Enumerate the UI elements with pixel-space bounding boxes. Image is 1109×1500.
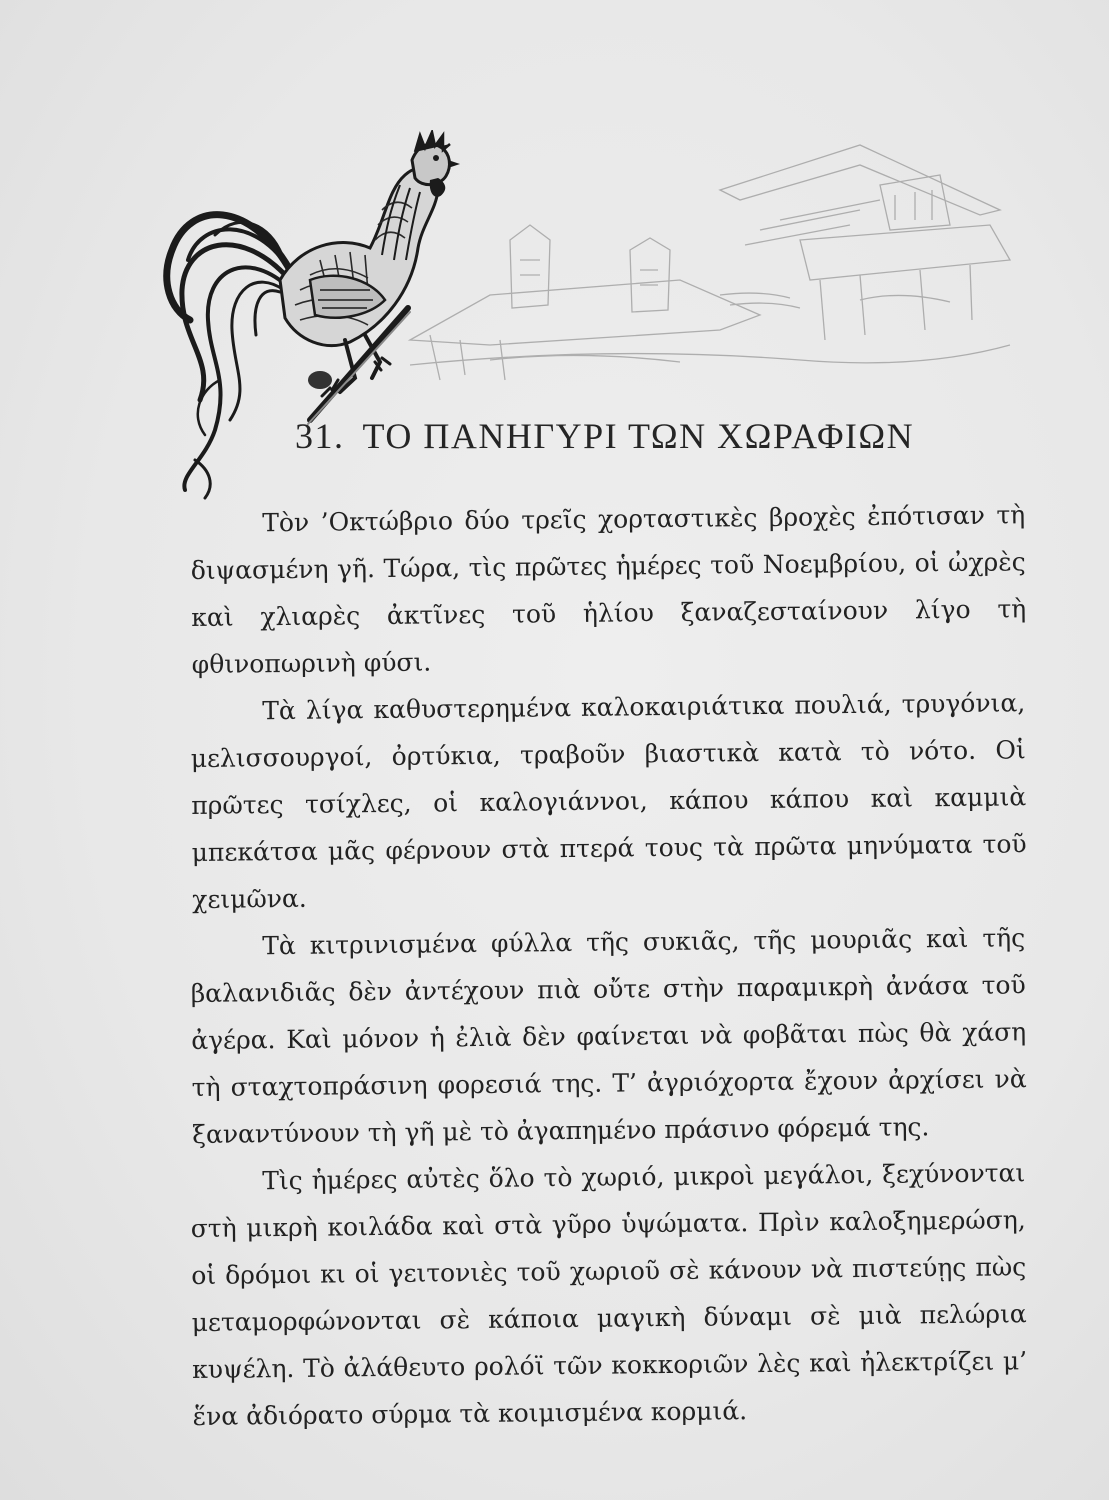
- chapter-heading: [295, 415, 914, 457]
- chapter-title: ΤΟ ΠΑΝΗΓΥΡΙ ΤΩΝ ΧΩΡΑΦΙΩΝ: [362, 416, 915, 456]
- paragraph: Τὶς ἡμέρες αὐτὲς ὅλο τὸ χωριό, μικροὶ μεγάλοι, ξεχύνονται στὴ μικρὴ κοιλάδα καὶ στὰ γῦρο ὑψώματα. Πρὶν καλοξημερώση, οἱ δρόμοι κι οἱ γειτονιὲς τοῦ χωριοῦ σὲ κάνουν νὰ πιστεύῃς πὼς μεταμορφώνονται σὲ κάποια μαγικὴ δύναμι σὲ μιὰ πελώρια κυψέλη. Τὸ ἀλάθευτο ρολόϊ τῶν κοκκοριῶν λὲς καὶ ἠλεκτρίζει μ’ ἕνα ἀδιόρατο σύρμα τὰ κοιμισμένα κορμιά.: [190, 1158, 1028, 1431]
- body-text: [190, 500, 1028, 1440]
- paragraph: Τὰ κιτρινισμένα φύλλα τῆς συκιᾶς, τῆς μουριᾶς καὶ τῆς βαλανιδιᾶς δὲν ἀντέχουν πιὰ οὔτε στὴν παραμικρὴ ἀνάσα τοῦ ἀγέρα. Καὶ μόνον ἡ ἐλιὰ δὲν φαίνεται νὰ φοβᾶται πὼς θὰ χάση τὴ σταχτοπράσινη φορεσιά της. Τ’ ἀγριόχορτα ἔχουν ἀρχίσει νὰ ξαναντύνουν τὴ γῆ μὲ τὸ ἀγαπημένο πράσινο φόρεμά της.: [190, 923, 1027, 1149]
- paragraph: Τὸν ’Οκτώβριο δύο τρεῖς χορταστικὲς βροχὲς ἐπότισαν τὴ διψασμένη γῆ. Τώρα, τὶς πρῶτες ἡμέρες τοῦ Νοεμβρίου, οἱ ὠχρὲς καὶ χλιαρὲς ἀκτῖνες τοῦ ἡλίου ξαναζεσταίνουν λίγο τὴ φθινοπωρινὴ φύσι.: [190, 500, 1027, 679]
- rooster-tail: [167, 215, 290, 498]
- chapter-number: 31.: [295, 416, 345, 456]
- paragraph: Τὰ λίγα καθυστερημένα καλοκαιριάτικα πουλιά, τρυγόνια, μελισσουργοί, ὀρτύκια, τραβοῦν βιαστικὰ κατὰ τὸ νότο. Οἱ πρῶτες τσίχλες, οἱ καλογιάννοι, κάπου κάπου καὶ καμμιὰ μπεκάτσα μᾶς φέρνουν στὰ πτερά τους τὰ πρῶτα μηνύματα τοῦ χειμῶνα.: [190, 688, 1027, 914]
- village-sketch: [410, 145, 1010, 380]
- rooster-body: [280, 168, 438, 346]
